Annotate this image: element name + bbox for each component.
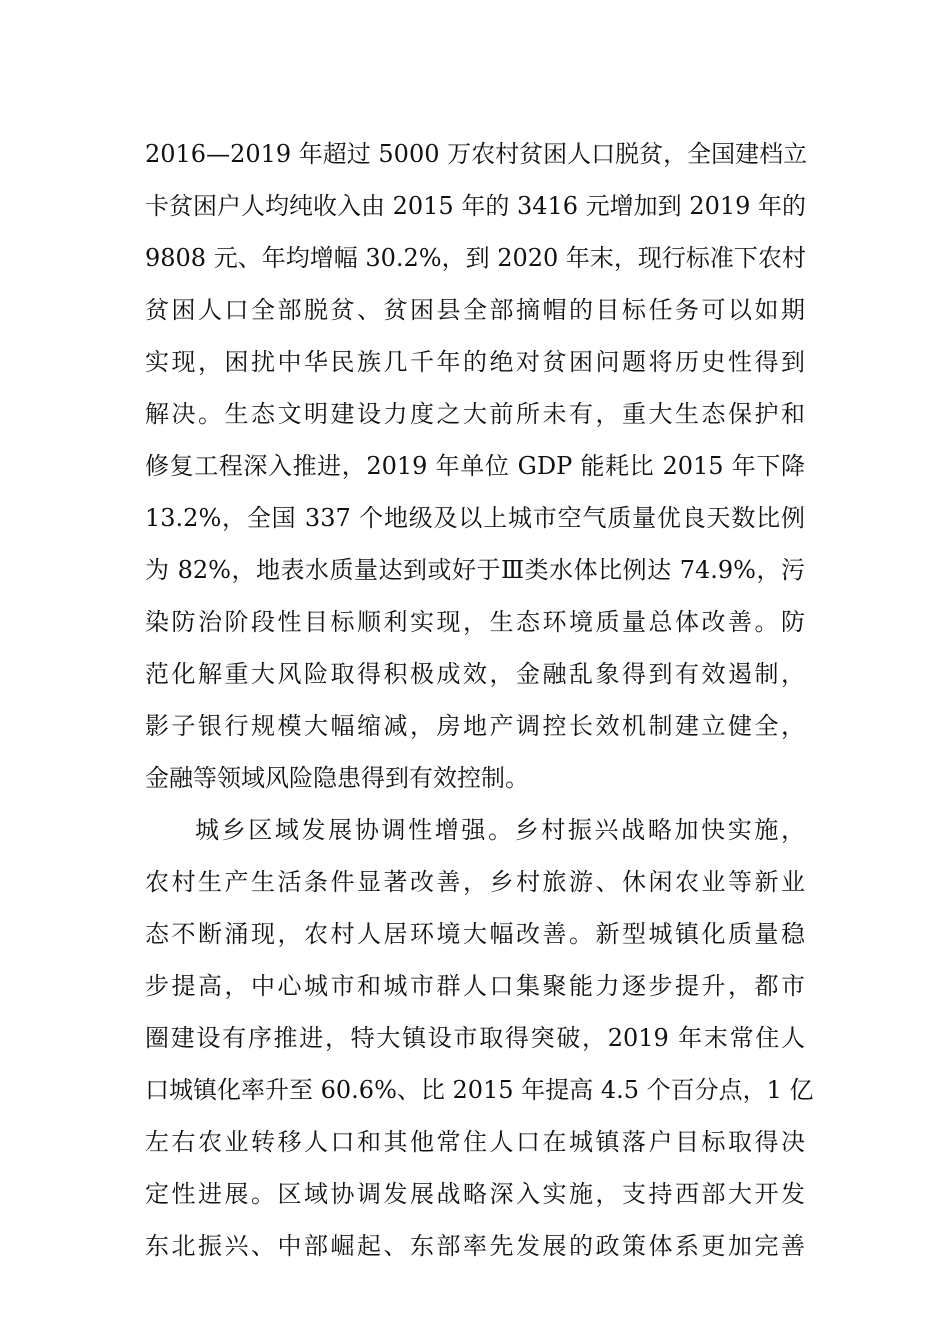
text-line: 农村生产生活条件显著改善，乡村旅游、休闲农业等新业 — [145, 868, 805, 896]
text-line: 实现，困扰中华民族几千年的绝对贫困问题将历史性得到 — [145, 348, 805, 376]
text-line: 13.2%，全国 337 个地级及以上城市空气质量优良天数比例 — [145, 504, 805, 532]
text-line: 9808 元、年均增幅 30.2%，到 2020 年末，现行标准下农村 — [145, 244, 806, 272]
paragraph-poverty-ecology — [145, 128, 808, 804]
text-line: 影子银行规模大幅缩减，房地产调控长效机制建立健全， — [145, 712, 805, 740]
paragraph-heading: 城乡区域发展协调性增强。 — [195, 816, 515, 844]
text-line: 金融等领域风险隐患得到有效控制。 — [145, 764, 529, 792]
text-line: 定性进展。区域协调发展战略深入实施，支持西部大开发 — [145, 1180, 805, 1208]
text-line: 范化解重大风险取得积极成效，金融乱象得到有效遏制， — [145, 660, 805, 688]
text-line: 口城镇化率升至 60.6%、比 2015 年提高 4.5 个百分点，1 亿 — [145, 1076, 814, 1104]
text-line: 卡贫困户人均纯收入由 2015 年的 3416 元增加到 2019 年的 — [145, 192, 807, 220]
text-line: 左右农业转移人口和其他常住人口在城镇落户目标取得决 — [145, 1128, 805, 1156]
paragraph-urban-rural — [145, 804, 814, 1272]
text-line: 染防治阶段性目标顺利实现，生态环境质量总体改善。防 — [145, 608, 805, 636]
text-line: 解决。生态文明建设力度之大前所未有，重大生态保护和 — [145, 400, 805, 428]
paragraph-heading-rest: 乡村振兴战略加快实施， — [514, 816, 806, 844]
text-line: 圈建设有序推进，特大镇设市取得突破，2019 年末常住人 — [145, 1024, 805, 1052]
text-line: 东北振兴、中部崛起、东部率先发展的政策体系更加完善 — [145, 1232, 805, 1260]
body-text — [145, 128, 814, 1272]
text-line: 为 82%，地表水质量达到或好于Ⅲ类水体比例达 74.9%，污 — [145, 556, 805, 584]
text-line: 步提高，中心城市和城市群人口集聚能力逐步提升，都市 — [145, 972, 805, 1000]
text-line: 贫困人口全部脱贫、贫困县全部摘帽的目标任务可以如期 — [145, 296, 805, 324]
paragraph-first-line — [145, 804, 805, 856]
text-line: 2016—2019 年超过 5000 万农村贫困人口脱贫，全国建档立 — [145, 140, 808, 168]
text-line: 态不断涌现，农村人居环境大幅改善。新型城镇化质量稳 — [145, 920, 805, 948]
text-line: 修复工程深入推进，2019 年单位 GDP 能耗比 2015 年下降 — [145, 452, 805, 480]
